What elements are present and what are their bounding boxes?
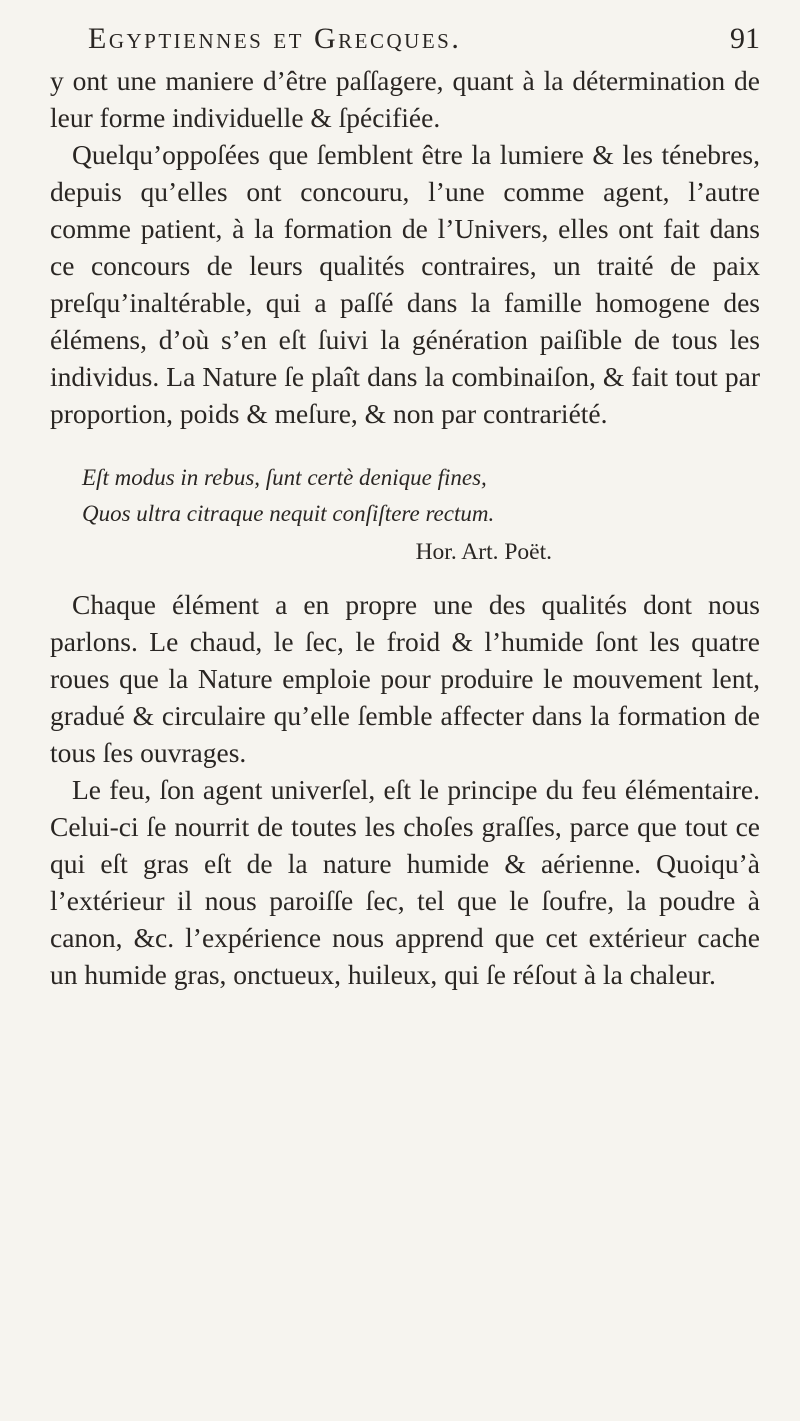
paragraph-fire: Le feu, ſon agent univerſel, eſt le principe du feu élémentaire. Celui-ci ſe nourrit de toutes les choſes graſſes, parce que tout ce qui eſt gras eſt de la nature humide & aérienne. Quoiqu’à l’extérieur il nous paroiſſe ſec, tel que le ſoufre, la poudre à canon, &c. l’expérience nous apprend que cet extérieur cache un humide gras, onctueux, huileux, qui ſe réſout à la chaleur. bbox=[50, 774, 760, 990]
paragraph-light-darkness: Quelqu’oppoſées que ſemblent être la lumiere & les ténebres, depuis qu’elles ont concouru, l’une comme agent, l’autre comme patient, à la formation de l’Univers, elles ont fait dans ce concours de leurs qualités contraires, un traité de paix preſqu’inaltérable, qui a paſſé dans la famille homogene des élémens, d’où s’en eſt ſuivi la génération paiſible de tous les individus. La Nature ſe plaît dans la combinaiſon, & fait tout par proportion, poids & meſure, & non par contrariété. bbox=[50, 139, 760, 429]
paragraph-continuation: y ont une maniere d’être paſſagere, quant à la détermination de leur forme individuelle & ſpécifiée. bbox=[50, 65, 760, 133]
running-head bbox=[50, 22, 760, 56]
page-number: 91 bbox=[730, 22, 760, 55]
quotation-attribution: Hor. Art. Poët. bbox=[415, 539, 552, 565]
running-head-title: Egyptiennes et Grecques. bbox=[88, 22, 462, 55]
paragraph-elements: Chaque élément a en propre une des qualités dont nous parlons. Le chaud, le ſec, le froid & l’humide ſont les quatre roues que la Nature emploie pour produire le mouvement lent, gradué & circulaire qu’elle ſemble affecter dans la formation de tous ſes ouvrages. bbox=[50, 589, 760, 768]
body-text bbox=[50, 62, 760, 993]
quotation-line-1: Eſt modus in rebus, ſunt certè denique fines, bbox=[82, 465, 487, 490]
quotation-line-2: Quos ultra citraque nequit conſiſtere rectum. bbox=[82, 501, 495, 526]
latin-quotation bbox=[82, 460, 760, 570]
